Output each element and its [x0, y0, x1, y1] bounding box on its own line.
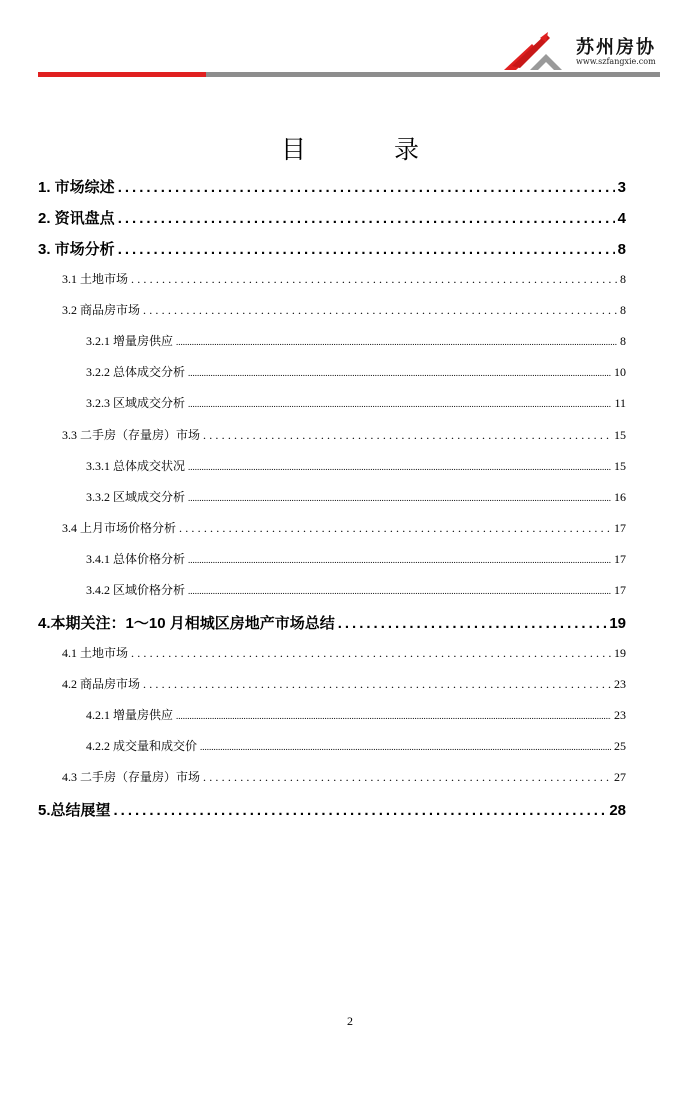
toc-leader-dots [131, 272, 617, 287]
toc-leader-dots [188, 462, 611, 472]
toc-leader-dots [114, 802, 607, 819]
toc-entry-5[interactable] [38, 799, 626, 820]
toc-entry-page: 17 [614, 583, 626, 597]
toc-entry-text: 4.本期关注：1～10 月相城区房地产市场总结 [38, 615, 335, 632]
toc-leader-dots [188, 399, 611, 409]
toc-entry-1[interactable] [38, 176, 626, 197]
toc-entry-text: 4.2.2 成交量和成交价 [86, 739, 198, 753]
toc-entry-text: 3.2.2 总体成交分析 [86, 365, 186, 379]
toc-leader-dots [338, 615, 607, 632]
toc-entry-text: 5.总结展望 [38, 802, 111, 819]
toc-entry-page: 19 [614, 646, 626, 660]
toc-entry-page: 27 [614, 770, 626, 784]
toc-leader-dots [143, 303, 617, 318]
toc-entry-3-2-3[interactable] [86, 394, 626, 411]
toc-entry-3-2-2[interactable] [86, 363, 626, 380]
page-number: 2 [347, 1014, 353, 1028]
toc-leader-dots [118, 241, 615, 258]
brand-name: 苏州房协 [576, 37, 656, 58]
toc-entry-page: 15 [614, 428, 626, 442]
toc-entry-4-3[interactable] [62, 768, 626, 785]
toc-entry-3-3-1[interactable] [86, 457, 626, 474]
toc-leader-dots [143, 677, 611, 692]
toc-entry-text: 3.3.1 总体成交状况 [86, 459, 186, 473]
toc-entry-4-2-2[interactable] [86, 737, 626, 754]
toc-entry-text: 3.2 商品房市场 [62, 303, 141, 317]
toc-entry-text: 3.2.3 区域成交分析 [86, 396, 186, 410]
toc-entry-page: 4 [617, 210, 626, 227]
toc-entry-4-1[interactable] [62, 644, 626, 661]
toc-entry-page: 11 [614, 396, 626, 410]
toc-entry-3-4-2[interactable] [86, 581, 626, 598]
toc-entry-text: 2. 资讯盘点 [38, 210, 115, 227]
toc-leader-dots [188, 368, 611, 378]
toc-entry-text: 3.4.1 总体价格分析 [86, 552, 186, 566]
toc-entry-3[interactable] [38, 238, 626, 259]
toc-leader-dots [188, 586, 611, 596]
toc-entry-page: 28 [609, 802, 626, 819]
toc-entry-text: 3.1 土地市场 [62, 272, 129, 286]
toc-entry-text: 3. 市场分析 [38, 241, 115, 258]
toc-entry-2[interactable] [38, 207, 626, 228]
toc-entry-3-3-2[interactable] [86, 488, 626, 505]
toc-entry-page: 10 [614, 365, 626, 379]
toc-entry-page: 8 [620, 272, 626, 286]
toc-entry-3-2-1[interactable] [86, 332, 626, 349]
toc-entry-text: 3.2.1 增量房供应 [86, 334, 174, 348]
toc-entry-text: 4.3 二手房（存量房）市场 [62, 770, 201, 784]
toc-entry-page: 16 [614, 490, 626, 504]
toc-entry-3-3[interactable] [62, 426, 626, 443]
toc-leader-dots [118, 210, 615, 227]
toc-leader-dots [176, 337, 617, 347]
toc-entry-page: 23 [614, 677, 626, 691]
toc-entry-text: 3.3.2 区域成交分析 [86, 490, 186, 504]
toc-entry-text: 4.2 商品房市场 [62, 677, 141, 691]
toc-entry-page: 3 [617, 179, 626, 196]
toc-entry-text: 3.3 二手房（存量房）市场 [62, 428, 201, 442]
toc-leader-dots [188, 493, 611, 503]
toc-entry-4-2-1[interactable] [86, 706, 626, 723]
toc-entry-4-2[interactable] [62, 675, 626, 692]
toc-entry-3-1[interactable] [62, 270, 626, 287]
toc-entry-text: 4.2.1 增量房供应 [86, 708, 174, 722]
toc-leader-dots [176, 711, 611, 721]
toc-entry-page: 15 [614, 459, 626, 473]
toc-leader-dots [200, 742, 611, 752]
toc-entry-page: 17 [614, 552, 626, 566]
toc-entry-3-2[interactable] [62, 301, 626, 318]
toc-entry-3-4[interactable] [62, 519, 626, 536]
toc-leader-dots [118, 179, 615, 196]
toc-entry-4[interactable] [38, 612, 626, 633]
toc-entry-text: 4.1 土地市场 [62, 646, 129, 660]
toc-leader-dots [203, 770, 611, 785]
toc-entry-text: 3.4 上月市场价格分析 [62, 521, 177, 535]
toc-entry-page: 25 [614, 739, 626, 753]
brand-url: www.szfangxie.com [576, 57, 656, 66]
toc-entry-page: 8 [620, 303, 626, 317]
toc-leader-dots [179, 521, 611, 536]
toc-entry-page: 8 [620, 334, 626, 348]
toc-entry-page: 8 [617, 241, 626, 258]
toc-entry-page: 19 [609, 615, 626, 632]
toc-leader-dots [188, 555, 611, 565]
toc-title: 目 录 [281, 135, 419, 164]
toc-entry-page: 17 [614, 521, 626, 535]
toc-entry-text: 1. 市场综述 [38, 179, 115, 196]
toc-entry-page: 23 [614, 708, 626, 722]
toc-entry-3-4-1[interactable] [86, 550, 626, 567]
toc-entry-text: 3.4.2 区域价格分析 [86, 583, 186, 597]
toc-leader-dots [131, 646, 611, 661]
toc-leader-dots [203, 428, 611, 443]
